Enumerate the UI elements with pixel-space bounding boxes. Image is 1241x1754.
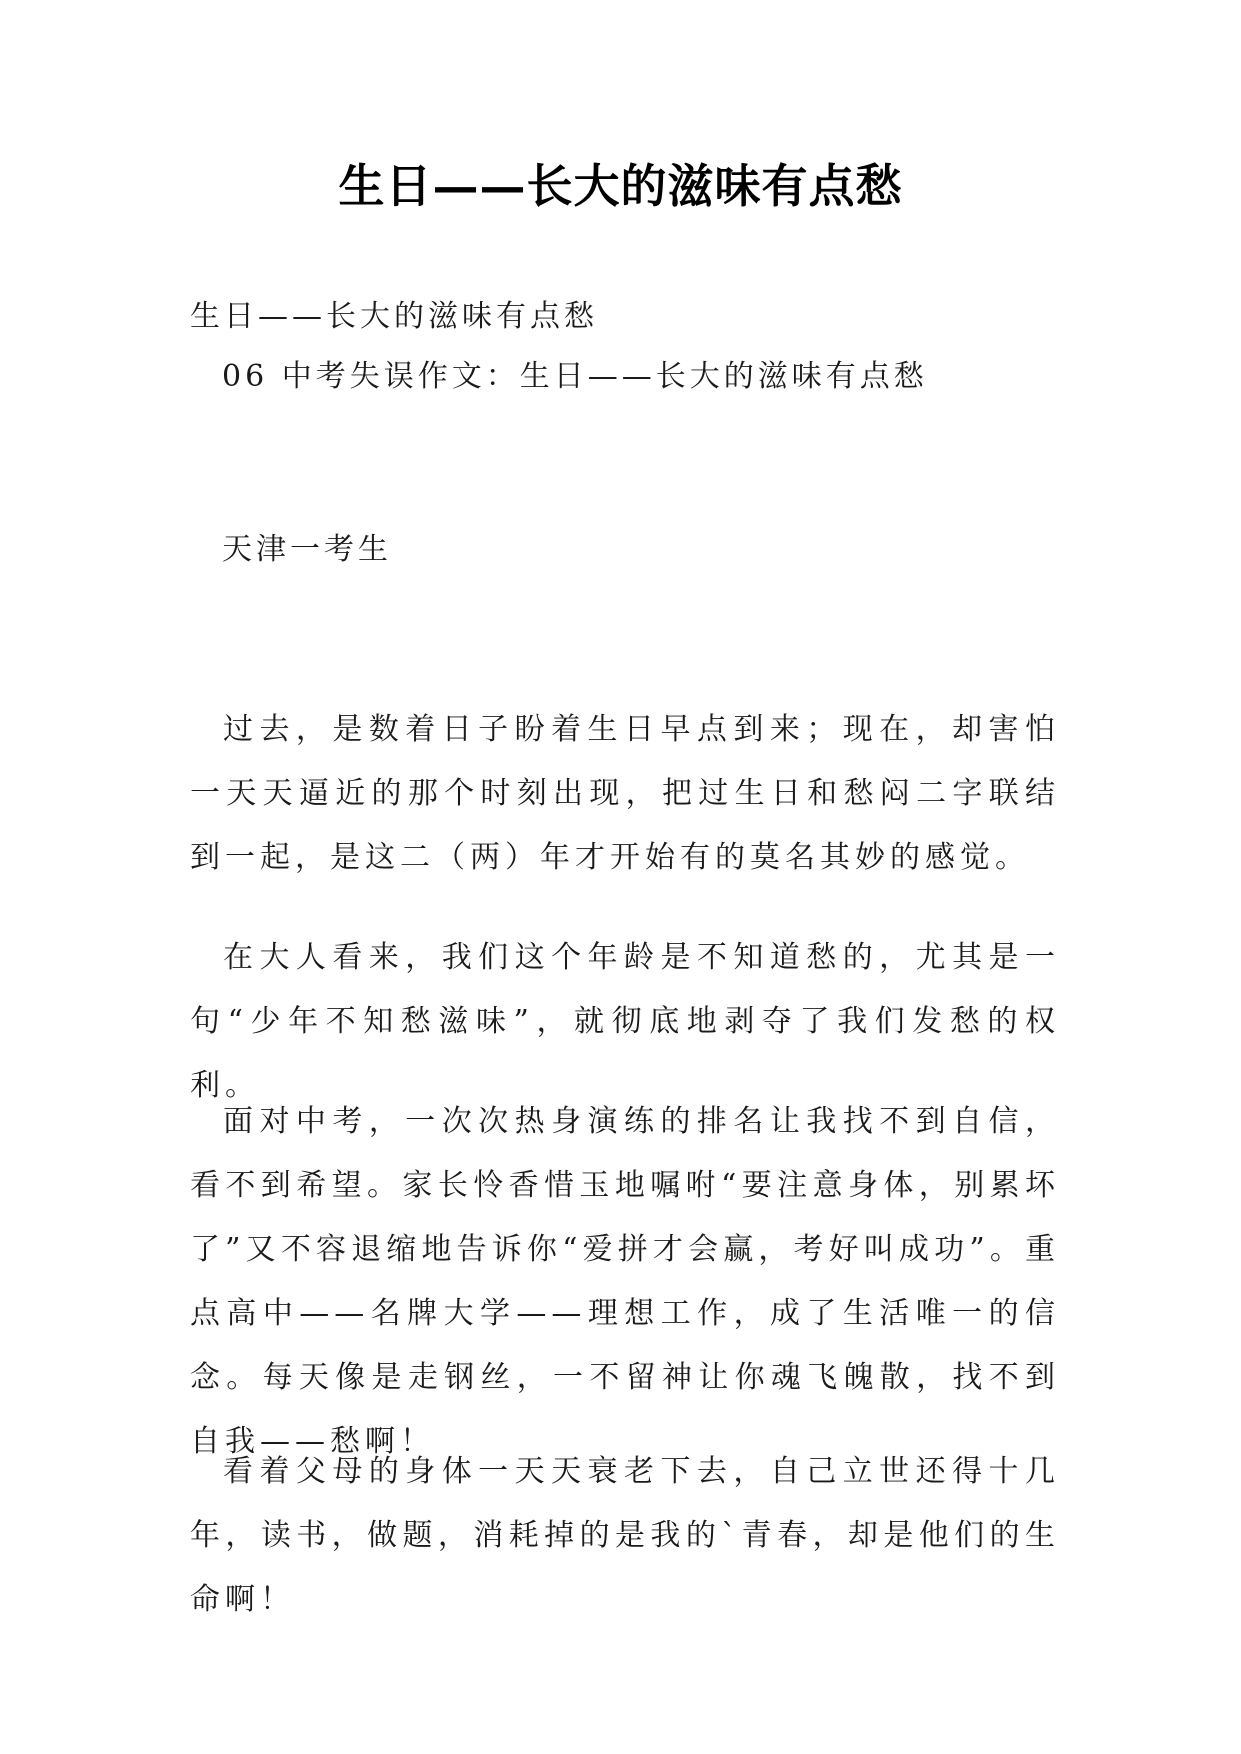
source-line: 06 中考失误作文：生日——长大的滋味有点愁 — [222, 359, 928, 394]
paragraph-1: 过去，是数着日子盼着生日早点到来；现在，却害怕一天天逼近的那个时刻出现，把过生日和愁闷二字联结到一起，是这二（两）年才开始有的莫名其妙的感觉。 — [190, 712, 1060, 875]
author-line: 天津一考生 — [222, 532, 392, 567]
paragraph-2: 在大人看来，我们这个年龄是不知道愁的，尤其是一句“少年不知愁滋味”，就彻底地剥夺了我们发愁的权利。 — [190, 940, 1060, 1103]
paragraph-4: 看着父母的身体一天天衰老下去，自己立世还得十几年，读书，做题，消耗掉的是我的`青春，却是他们的生命啊！ — [190, 1454, 1060, 1617]
paragraph-3: 面对中考，一次次热身演练的排名让我找不到自信，看不到希望。家长怜香惜玉地嘱咐“要注意身体，别累坏了”又不容退缩地告诉你“爱拼才会赢，考好叫成功”。重点高中——名牌大学——理想工作，成了生活唯一的信念。每天像是走钢丝，一不留神让你魂飞魄散，找不到自我——愁啊！ — [190, 1104, 1060, 1459]
document-title: 生日——长大的滋味有点愁 — [338, 159, 903, 213]
subtitle: 生日——长大的滋味有点愁 — [190, 299, 598, 334]
